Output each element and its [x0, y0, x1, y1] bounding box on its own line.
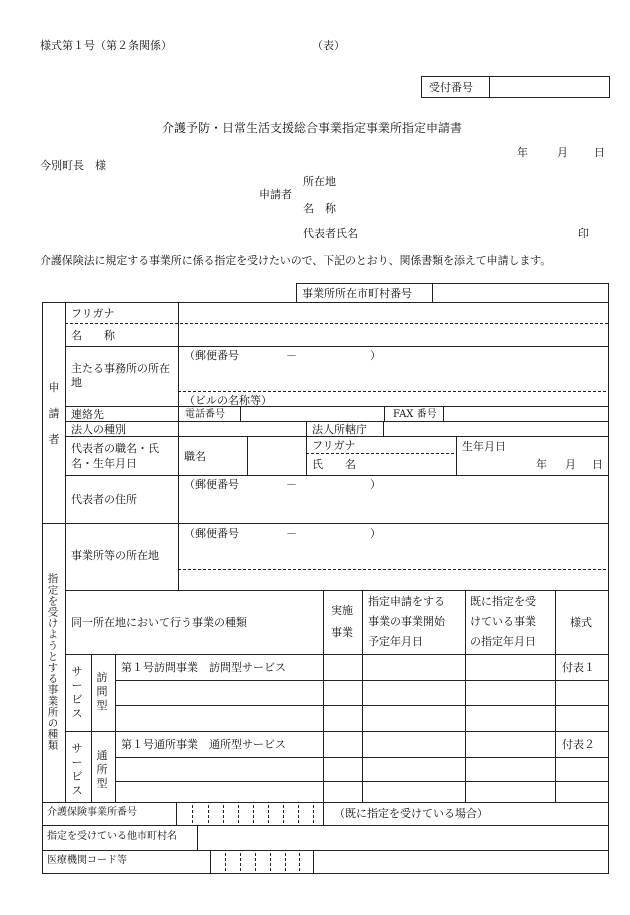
document-title: 介護予防・日常生活支援総合事業指定事業所指定申請書	[162, 121, 463, 135]
day-service-char-4: ス	[71, 784, 83, 797]
insurer-number-label: 介護保険事業所番号	[47, 807, 137, 818]
main-office-building-label: （ビルの名称等）	[184, 394, 272, 407]
day-type-char-1: 通	[96, 749, 108, 762]
visit-type-char-1: 訪	[96, 671, 108, 684]
furigana-label: フリガナ	[71, 307, 115, 320]
rep-address-postal-suffix: ）	[370, 478, 381, 491]
planned-start-header-2: 事業の事業開始	[368, 615, 445, 628]
main-office-postal-suffix: ）	[370, 349, 381, 362]
day-service-char-2: ー	[71, 756, 83, 769]
day-type-char-3: 型	[96, 777, 108, 790]
implement-header-1: 実施	[331, 604, 353, 617]
other-cities-field[interactable]	[200, 828, 604, 848]
existing-header-1: 既に指定を受	[470, 595, 536, 608]
applicant-name-row-label: 名 称	[71, 329, 115, 342]
day-type-char-2: 所	[96, 763, 108, 776]
day-form-ref: 付表２	[562, 738, 595, 751]
visit-service-char-3: ビ	[71, 693, 83, 706]
birth-day-label: 日	[592, 458, 603, 471]
main-office-postal-prefix: （郵便番号	[184, 349, 239, 362]
fax-label: FAX 番号	[393, 409, 437, 420]
visit-form-ref: 付表１	[562, 661, 595, 674]
corp-type-label: 法人の種別	[71, 423, 126, 436]
office-postal-dash: －	[286, 527, 297, 540]
applicant-side-char-2: 請	[48, 407, 60, 420]
tel-label: 電話番号	[185, 409, 225, 420]
existing-header-2: けている事業	[470, 615, 536, 628]
addressee: 今別町長 様	[40, 159, 106, 172]
municipality-code-label: 事業所所在市町村番号	[302, 287, 412, 300]
other-cities-label: 指定を受けている他市町村名	[47, 831, 177, 842]
day-service-char-1: サ	[71, 742, 83, 755]
date-year: 年	[517, 146, 528, 159]
applicant-address-label: 所在地	[303, 175, 336, 188]
planned-start-header-3: 予定年月日	[368, 635, 423, 648]
seal-mark: 印	[578, 227, 589, 240]
office-postal-suffix: ）	[370, 527, 381, 540]
date-month: 月	[557, 146, 568, 159]
planned-start-header-1: 指定申請をする	[368, 595, 445, 608]
rep-address-label: 代表者の住所	[71, 493, 137, 506]
rep-title-birth-label: 代表者の職名・氏名・生年月日	[71, 442, 159, 470]
rep-name-label: 氏 名	[312, 458, 356, 471]
tel-field[interactable]	[244, 408, 380, 420]
municipality-code-field[interactable]	[440, 288, 600, 300]
birth-year-label: 年	[536, 458, 547, 471]
main-office-label: 主たる事務所の所在地	[71, 362, 170, 389]
main-office-postal-dash: －	[286, 349, 297, 362]
applicant-side-char-1: 申	[48, 381, 60, 394]
jurisdiction-label: 法人所轄庁	[312, 423, 367, 436]
fax-field[interactable]	[447, 408, 605, 420]
day-service-char-3: ビ	[71, 770, 83, 783]
office-postal-prefix: （郵便番号	[184, 527, 239, 540]
visit-type-char-2: 問	[96, 685, 108, 698]
rep-address-postal-prefix: （郵便番号	[184, 478, 239, 491]
date-day: 日	[594, 146, 605, 159]
contact-label: 連絡先	[71, 408, 104, 421]
service-types-header: 同一所在地において行う事業の種類	[71, 616, 247, 629]
applicant-name-field[interactable]	[182, 327, 602, 343]
insurer-number-field[interactable]	[178, 805, 322, 823]
applicant-name-label: 名 称	[303, 202, 336, 215]
birth-month-label: 月	[565, 458, 576, 471]
birth-label: 生年月日	[462, 440, 506, 453]
form-header: 様式	[570, 616, 592, 629]
medical-code-label: 医療機関コード等	[47, 855, 127, 866]
visit-service-char-4: ス	[71, 707, 83, 720]
receipt-number-label: 受付番号	[429, 81, 473, 94]
existing-header-3: の指定年月日	[470, 635, 536, 648]
applicant-role-label: 申請者	[259, 188, 292, 201]
office-location-label: 事業所等の所在地	[71, 549, 159, 562]
medical-code-field[interactable]	[212, 853, 312, 871]
office-side-label: 指定を受けようとする事業所の種類	[46, 573, 59, 751]
visit-service-char-1: サ	[71, 665, 83, 678]
visit-service-char-2: ー	[71, 679, 83, 692]
applicant-side-char-3: 者	[48, 433, 60, 446]
day-service-row: 第１号通所事業 通所型サービス	[121, 738, 286, 751]
representative-label: 代表者氏名	[303, 227, 358, 240]
form-number: 様式第１号（第２条関係）	[40, 39, 172, 52]
visit-type-char-3: 型	[96, 699, 108, 712]
already-designated-note: （既に指定を受けている場合）	[334, 807, 488, 820]
visit-service-row: 第１号訪問事業 訪問型サービス	[121, 661, 286, 674]
rep-address-postal-dash: －	[286, 478, 297, 491]
implement-header-2: 事業	[331, 626, 353, 639]
furigana-field[interactable]	[182, 306, 602, 320]
face-label: （表）	[312, 39, 345, 52]
statement: 介護保険法に規定する事業所に係る指定を受けたいので、下記のとおり、関係書類を添えて申請します。	[40, 254, 552, 267]
rep-furigana-label: フリガナ	[312, 439, 356, 452]
job-title-label: 職名	[184, 450, 206, 463]
